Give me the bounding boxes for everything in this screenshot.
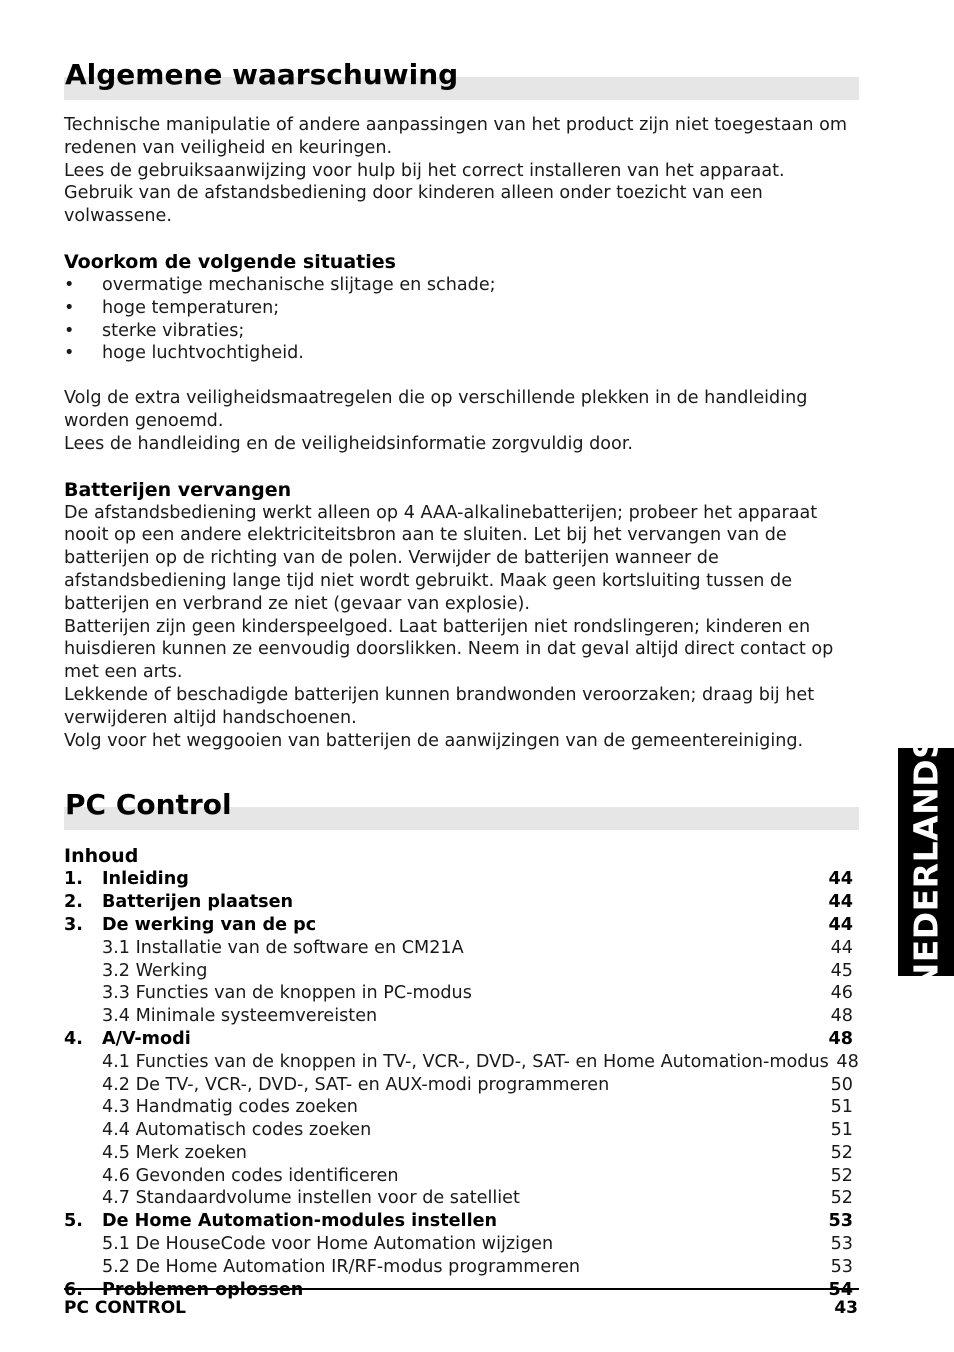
toc-label: 4.1 Functies van de knoppen in TV-, VCR-, DVD-, SAT- en Home Automation-modus bbox=[102, 1051, 829, 1072]
toc-title: Inhoud bbox=[64, 845, 139, 868]
toc-label: 3.3 Functies van de knoppen in PC-modus bbox=[102, 983, 472, 1004]
avoid-list bbox=[64, 274, 859, 365]
toc-page: 45 bbox=[830, 960, 853, 981]
toc-number bbox=[64, 1051, 102, 1074]
toc-page: 48 bbox=[836, 1051, 859, 1072]
toc-label bbox=[102, 1279, 823, 1302]
language-tab bbox=[898, 734, 954, 990]
toc-row bbox=[64, 1233, 859, 1256]
heading-text: PC Control bbox=[65, 788, 232, 822]
table-of-contents bbox=[64, 868, 859, 1301]
toc-label: 3.2 Werking bbox=[102, 960, 208, 981]
toc-row bbox=[64, 1187, 859, 1210]
toc-number: 5. bbox=[64, 1211, 83, 1232]
note-paragraph-2: Lees de handleiding en de veiligheidsinformatie zorgvuldig door. bbox=[64, 433, 634, 454]
toc-page: 44 bbox=[828, 869, 853, 890]
toc-label: 3.1 Installatie van de software en CM21A bbox=[102, 937, 464, 958]
toc-label: Inleiding bbox=[102, 869, 189, 890]
toc-row bbox=[64, 1051, 859, 1074]
toc-number: 4. bbox=[64, 1028, 83, 1049]
toc-number: 2. bbox=[64, 892, 83, 913]
toc-number: 3. bbox=[64, 914, 83, 935]
intro-paragraph-2: Lees de gebruiksaanwijzing voor hulp bij het correct installeren van het apparaat. Gebruik van de afstandsbediening door kinderen alleen onder toezicht van een volwassene. bbox=[64, 160, 785, 227]
toc-page: 48 bbox=[828, 1028, 853, 1049]
toc-label: Batterijen plaatsen bbox=[102, 892, 294, 913]
toc-page: 51 bbox=[830, 1097, 853, 1118]
battery-title: Batterijen vervangen bbox=[64, 478, 292, 501]
toc-row bbox=[64, 1028, 859, 1051]
toc-page: 53 bbox=[830, 1234, 853, 1255]
toc-page: 52 bbox=[830, 1188, 853, 1209]
toc-number bbox=[64, 937, 102, 960]
toc-row bbox=[64, 1005, 859, 1028]
list-item: • sterke vibraties; bbox=[64, 320, 245, 341]
toc-number bbox=[64, 1005, 102, 1028]
toc-row bbox=[64, 1210, 859, 1233]
toc-label: A/V-modi bbox=[102, 1028, 191, 1049]
toc-page: 44 bbox=[830, 937, 853, 958]
toc-label: 3.4 Minimale systeemvereisten bbox=[102, 1006, 378, 1027]
toc-label: 5.1 De HouseCode voor Home Automation wijzigen bbox=[102, 1234, 554, 1255]
toc-row bbox=[64, 960, 859, 983]
toc-label: 4.5 Merk zoeken bbox=[102, 1142, 247, 1163]
toc-row bbox=[64, 868, 859, 891]
toc-label: 4.2 De TV-, VCR-, DVD-, SAT- en AUX-modi programmeren bbox=[102, 1074, 610, 1095]
toc-label: 4.7 Standaardvolume instellen voor de satelliet bbox=[102, 1188, 520, 1209]
toc-page: 52 bbox=[830, 1142, 853, 1163]
toc-number: 1. bbox=[64, 869, 83, 890]
toc-page: 53 bbox=[828, 1211, 853, 1232]
toc-number bbox=[64, 1256, 102, 1279]
toc-number bbox=[64, 1119, 102, 1142]
toc-label: De Home Automation-modules instellen bbox=[102, 1211, 498, 1232]
heading-text: Algemene waarschuwing bbox=[65, 58, 459, 91]
toc-page: 53 bbox=[830, 1256, 853, 1277]
footer-divider bbox=[64, 1288, 859, 1290]
toc-label: 5.2 De Home Automation IR/RF-modus programmeren bbox=[102, 1256, 581, 1277]
battery-paragraph-3: Lekkende of beschadigde batterijen kunnen brandwonden veroorzaken; draag bij het verwijderen altijd handschoenen. bbox=[64, 684, 815, 728]
battery-paragraph-2: Batterijen zijn geen kinderspeelgoed. Laat batterijen niet rondslingeren; kinderen en huisdieren kunnen ze eenvoudig doorslikken. Neem in dat geval altijd direct contact op met een arts. bbox=[64, 616, 834, 683]
toc-row bbox=[64, 1074, 859, 1097]
avoid-title: Voorkom de volgende situaties bbox=[64, 250, 396, 273]
toc-number bbox=[64, 960, 102, 983]
toc-page: 52 bbox=[830, 1165, 853, 1186]
toc-row bbox=[64, 914, 859, 937]
toc-label: De werking van de pc bbox=[102, 914, 317, 935]
toc-page: 46 bbox=[830, 983, 853, 1004]
battery-paragraph-1: De afstandsbediening werkt alleen op 4 AAA-alkalinebatterijen; probeer het apparaat nooit op een andere elektriciteitsbron aan te sluiten. Let bij het vervangen van de batterijen op de richting van de polen. Verwijder de batterijen wanneer de afstandsbediening lange tijd niet wordt gebruikt. Maak geen kortsluiting tussen de batterijen en verbrand ze niet (gevaar van explosie). bbox=[64, 502, 818, 614]
note-paragraph-1: Volg de extra veiligheidsmaatregelen die op verschillende plekken in de handleiding worden genoemd. bbox=[64, 388, 808, 431]
toc-page: 50 bbox=[830, 1074, 853, 1095]
toc-number bbox=[64, 1165, 102, 1188]
language-tab-label: NEDERLANDS bbox=[906, 734, 946, 990]
toc-row bbox=[64, 1165, 859, 1188]
toc-row bbox=[64, 982, 859, 1005]
toc-row bbox=[64, 1142, 859, 1165]
heading-algemene-waarschuwing bbox=[64, 56, 859, 102]
heading-pc-control bbox=[64, 786, 859, 832]
toc-number bbox=[64, 1074, 102, 1097]
toc-number bbox=[64, 1142, 102, 1165]
toc-page: 48 bbox=[830, 1006, 853, 1027]
list-item: • hoge luchtvochtigheid. bbox=[64, 343, 304, 364]
toc-label: 4.3 Handmatig codes zoeken bbox=[102, 1097, 358, 1118]
toc-row bbox=[64, 1119, 859, 1142]
list-item: • overmatige mechanische slijtage en schade; bbox=[64, 274, 496, 295]
toc-number bbox=[64, 982, 102, 1005]
battery-paragraph-4: Volg voor het weggooien van batterijen de aanwijzingen van de gemeentereiniging. bbox=[64, 730, 804, 751]
toc-number bbox=[64, 1233, 102, 1256]
toc-row bbox=[64, 937, 859, 960]
toc-page: 44 bbox=[828, 914, 853, 935]
toc-number bbox=[64, 1187, 102, 1210]
intro-paragraph-1: Technische manipulatie of andere aanpassingen van het product zijn niet toegestaan om redenen van veiligheid en keuringen. bbox=[64, 115, 848, 158]
toc-page: 51 bbox=[830, 1120, 853, 1141]
toc-label: 4.6 Gevonden codes identificeren bbox=[102, 1165, 399, 1186]
footer-title: PC CONTROL bbox=[64, 1298, 186, 1318]
toc-row bbox=[64, 1256, 859, 1279]
toc-row bbox=[64, 891, 859, 914]
toc-number bbox=[64, 1096, 102, 1119]
toc-row bbox=[64, 1096, 859, 1119]
list-item: • hoge temperaturen; bbox=[64, 297, 280, 318]
page-content bbox=[64, 56, 859, 1301]
toc-label: 4.4 Automatisch codes zoeken bbox=[102, 1120, 372, 1141]
toc-page: 44 bbox=[828, 892, 853, 913]
page-number: 43 bbox=[834, 1298, 858, 1318]
